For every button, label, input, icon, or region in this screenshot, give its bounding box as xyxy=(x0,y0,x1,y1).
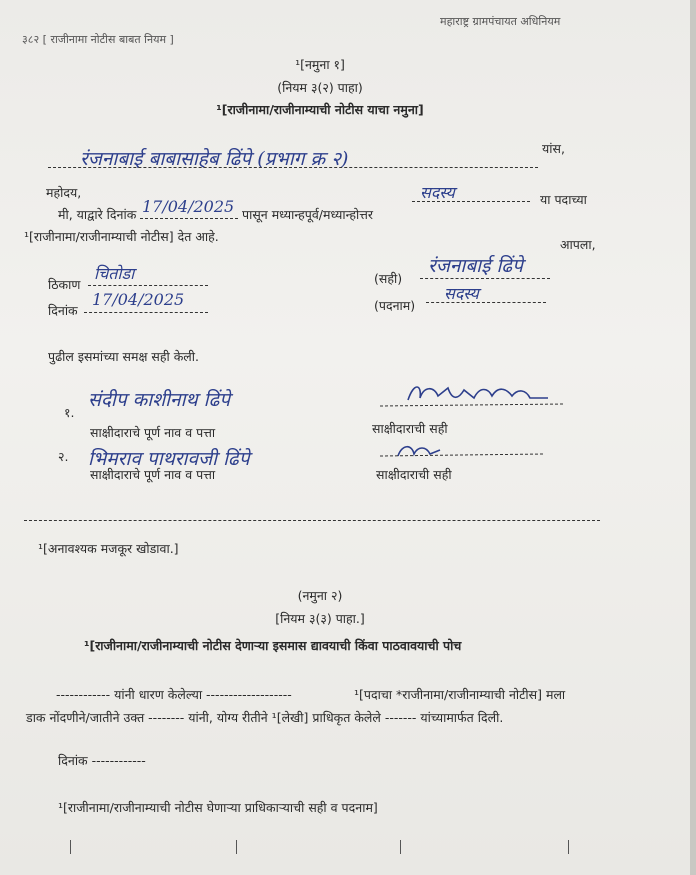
date2-line xyxy=(84,312,208,313)
bottom-mark xyxy=(236,840,237,854)
sign-line xyxy=(420,278,550,279)
form2-title: (नमुना २) xyxy=(297,588,343,603)
form2-heading: ¹[राजीनामा/राजीनाम्याची नोटीस देणाऱ्या इसमास द्यावयाची किंवा पाठवावयाची पोच xyxy=(84,638,462,653)
body-line1-end: या पदाच्या xyxy=(540,192,587,207)
post-line xyxy=(412,201,530,202)
witness-1-number: १. xyxy=(64,405,75,420)
form2-date-line: दिनांक ------------ xyxy=(58,753,146,768)
running-title: महाराष्ट्र ग्रामपंचायत अधिनियम xyxy=(440,15,561,28)
date2-handwritten: 17/04/2025 xyxy=(92,290,185,309)
form2-rule-ref: [नियम ३(३) पाहा.] xyxy=(275,611,365,626)
witness-2-name-handwritten: भिमराव पाथरावजी ढिंपे xyxy=(88,448,250,470)
place-label: ठिकाण xyxy=(48,277,81,292)
form2-sign-note: ¹[राजीनामा/राजीनाम्याची नोटीस घेणाऱ्या प्राधिकाऱ्याची सही व पदनाम] xyxy=(58,800,378,815)
form1-rule-ref: (नियम ३(२) पाहा) xyxy=(277,80,363,95)
closing: आपला, xyxy=(560,237,596,252)
resignee-signature: रंजनाबाई ढिंपे xyxy=(428,255,523,277)
witness-2-signature xyxy=(378,438,548,468)
witness-1-name-handwritten: संदीप काशीनाथ ढिंपे xyxy=(88,389,231,411)
witness-2-name-label: साक्षीदाराचे पूर्ण नाव व पत्ता xyxy=(90,467,216,482)
date-line xyxy=(140,218,238,219)
section-separator xyxy=(24,520,600,521)
post-handwritten: सदस्य xyxy=(420,183,455,202)
witness-1-signature xyxy=(378,376,568,416)
date-label: दिनांक xyxy=(48,303,78,318)
form2-line1-end: ¹[पदाचा *राजीनामा/राजीनाम्याची नोटीस] मला xyxy=(354,687,566,702)
designation-line xyxy=(426,302,546,303)
resign-date-handwritten: 17/04/2025 xyxy=(142,197,235,216)
body-line1-middle: पासून मध्यान्हपूर्व/मध्यान्होत्तर xyxy=(242,207,374,222)
addressee-handwritten: रंजनाबाई बाबासाहेब ढिंपे (प्रभाग क्र २) xyxy=(80,148,349,170)
witness-1-sign-label: साक्षीदाराची सही xyxy=(372,421,448,436)
witness-2-number: २. xyxy=(58,449,69,464)
form1-title: ¹[नमुना १] xyxy=(295,57,345,72)
place-handwritten: चितोडा xyxy=(94,264,135,283)
form1-footnote: ¹[अनावश्यक मजकूर खोडावा.] xyxy=(38,541,179,556)
bottom-mark xyxy=(70,840,71,854)
bottom-mark xyxy=(400,840,401,854)
witness-2-sign-label: साक्षीदाराची सही xyxy=(376,467,452,482)
form2-line2: डाक नोंदणीने/जातीने उक्त -------- यांनी, योग्य रीतीने ¹[लेखी] प्राधिकृत केलेले ------- यांच्यामार्फत दिली. xyxy=(26,710,504,725)
form1-heading: ¹[राजीनामा/राजीनाम्याची नोटीस याचा नमुना] xyxy=(216,102,424,117)
witness-intro: पुढील इसमांच्या समक्ष सही केली. xyxy=(48,349,199,364)
sign-label: (सही) xyxy=(374,271,403,286)
designation-handwritten: सदस्य xyxy=(444,284,479,303)
bottom-mark xyxy=(568,840,569,854)
salutation: महोदय, xyxy=(46,185,82,200)
addressee-line xyxy=(48,167,538,168)
form2-line1-start: ------------ यांनी धारण केलेल्या ------------------- xyxy=(56,687,292,702)
place-line xyxy=(88,285,208,286)
page-edge xyxy=(690,0,696,875)
witness-1-name-label: साक्षीदाराचे पूर्ण नाव व पत्ता xyxy=(90,425,216,440)
designation-label: (पदनाम) xyxy=(374,298,416,313)
body-line1-start: मी, याद्वारे दिनांक xyxy=(58,207,137,222)
page-reference: ३८२ [ राजीनामा नोटीस बाबत नियम ] xyxy=(22,33,174,46)
addressee-suffix: यांस, xyxy=(542,141,565,156)
body-line2: ¹[राजीनामा/राजीनाम्याची नोटीस] देत आहे. xyxy=(24,229,219,244)
